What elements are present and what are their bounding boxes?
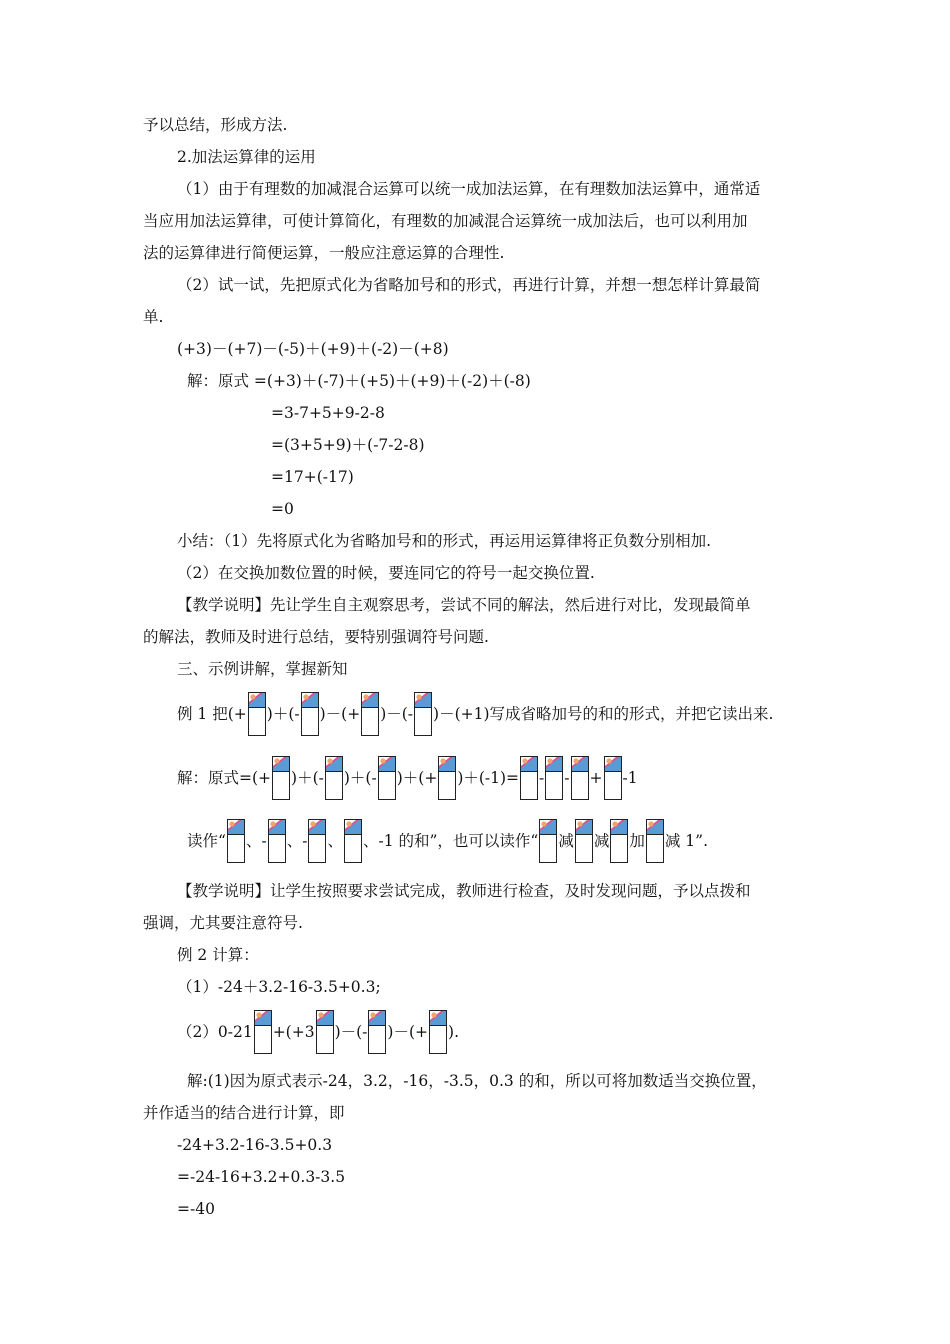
- math-solution-line: =3-7+5+9-2-8: [271, 404, 385, 422]
- fraction-image-placeholder: [272, 756, 290, 800]
- solution-text: )＋(-1)=: [457, 769, 520, 787]
- solution-text: -1: [622, 769, 638, 787]
- example-text: )－(+: [319, 705, 361, 723]
- reading-text: 减 1”.: [664, 832, 709, 850]
- example-2-heading: 例 2 计算：: [177, 946, 259, 964]
- text-line: 单.: [143, 308, 164, 326]
- solution-text: )＋(+: [396, 769, 438, 787]
- fraction-image-placeholder: [575, 819, 593, 863]
- example-text: )＋(-: [266, 705, 300, 723]
- fraction-image-placeholder: [571, 756, 589, 800]
- teaching-note: 【教学说明】让学生按照要求尝试完成，教师进行检查，及时发现问题，予以点拨和: [177, 882, 751, 900]
- math-solution-line: =0: [271, 500, 294, 518]
- text-line: 当应用加法运算律，可使计算简化，有理数的加减混合运算统一成加法后，也可以利用加: [143, 212, 748, 230]
- problem-text: （2）0-21: [177, 1023, 253, 1041]
- math-solution-line: =17+(-17): [271, 468, 354, 486]
- example-text: 例 1 把(+: [177, 705, 247, 723]
- reading-text: 、-: [286, 832, 308, 850]
- math-expression: (+3)－(+7)－(-5)＋(+9)＋(-2)－(+8): [177, 340, 449, 358]
- text-line: 法的运算律进行简便运算，一般应注意运算的合理性.: [143, 244, 505, 262]
- example-text: )－(-: [380, 705, 414, 723]
- text-line: 予以总结，形成方法.: [143, 116, 288, 134]
- example-1-line: [177, 690, 773, 736]
- summary-line: 小结：（1）先将原式化为省略加号和的形式，再运用运算律将正负数分别相加.: [177, 532, 712, 550]
- teaching-note: 强调，尤其要注意符号.: [143, 914, 303, 932]
- fraction-image-placeholder: [368, 1010, 386, 1054]
- fraction-image-placeholder: [539, 819, 557, 863]
- solution-text: )＋(-: [291, 769, 324, 787]
- fraction-image-placeholder: [604, 756, 622, 800]
- fraction-image-placeholder: [520, 756, 538, 800]
- fraction-image-placeholder: [227, 819, 245, 863]
- solution-line: 解:(1)因为原式表示-24，3.2，-16，-3.5，0.3 的和，所以可将加数适当交换位置，: [187, 1072, 767, 1090]
- problem-line: [177, 1008, 459, 1054]
- fraction-image-placeholder: [344, 819, 362, 863]
- fraction-image-placeholder: [248, 692, 266, 736]
- fraction-image-placeholder: [301, 692, 319, 736]
- solution-text: -: [539, 769, 545, 787]
- section-heading: 2.加法运算律的运用: [177, 148, 316, 166]
- problem-text: +(+3: [272, 1023, 315, 1041]
- problem-text: )－(-: [334, 1023, 368, 1041]
- reading-text: 、-1 的和”，也可以读作“: [362, 832, 539, 850]
- fraction-image-placeholder: [545, 756, 563, 800]
- fraction-image-placeholder: [254, 1010, 272, 1054]
- solution-text: +: [589, 769, 603, 787]
- fraction-image-placeholder: [316, 1010, 334, 1054]
- reading-text: 读作“: [187, 832, 226, 850]
- solution-text: -: [564, 769, 570, 787]
- solution-text: )＋(-: [343, 769, 377, 787]
- fraction-image-placeholder: [414, 692, 432, 736]
- reading-text: 、: [327, 832, 343, 850]
- text-line: （1）由于有理数的加减混合运算可以统一成加法运算，在有理数加法运算中，通常适: [177, 180, 761, 198]
- fraction-image-placeholder: [325, 756, 343, 800]
- teaching-note: 的解法，教师及时进行总结，要特别强调符号问题.: [143, 628, 489, 646]
- problem-text: ).: [448, 1023, 459, 1041]
- solution-text: 解：原式=(+: [177, 769, 272, 787]
- fraction-image-placeholder: [429, 1010, 447, 1054]
- fraction-image-placeholder: [438, 756, 456, 800]
- text-line: （2）试一试，先把原式化为省略加号和的形式，再进行计算，并想一想怎样计算最简: [177, 276, 761, 294]
- fraction-image-placeholder: [646, 819, 664, 863]
- math-solution-line: =-40: [177, 1200, 215, 1218]
- fraction-image-placeholder: [610, 819, 628, 863]
- problem-text: )－(+: [387, 1023, 429, 1041]
- reading-text: 减: [593, 832, 610, 850]
- math-solution-line: =(3+5+9)＋(-7-2-8): [271, 436, 425, 454]
- summary-line: （2）在交换加数位置的时候，要连同它的符号一起交换位置.: [177, 564, 595, 582]
- example-text: )－(+1)写成省略加号的和的形式，并把它读出来.: [433, 705, 774, 723]
- math-solution-line: 解：原式 =(+3)＋(-7)＋(+5)＋(+9)＋(-2)＋(-8): [187, 372, 531, 390]
- problem-line: （1）-24＋3.2-16-3.5+0.3;: [177, 978, 381, 996]
- reading-text: 、-: [245, 832, 267, 850]
- solution-line: 并作适当的结合进行计算，即: [143, 1104, 345, 1122]
- reading-line: [187, 817, 708, 863]
- fraction-image-placeholder: [361, 692, 379, 736]
- section-heading: 三、示例讲解，掌握新知: [177, 660, 348, 678]
- teaching-note: 【教学说明】先让学生自主观察思考，尝试不同的解法，然后进行对比，发现最简单: [177, 596, 751, 614]
- fraction-image-placeholder: [378, 756, 396, 800]
- fraction-image-placeholder: [308, 819, 326, 863]
- reading-text: 加: [629, 832, 645, 850]
- math-solution-line: -24+3.2-16-3.5+0.3: [177, 1136, 333, 1154]
- fraction-image-placeholder: [268, 819, 286, 863]
- reading-text: 减: [558, 832, 574, 850]
- math-solution-line: =-24-16+3.2+0.3-3.5: [177, 1168, 346, 1186]
- solution-1-line: [177, 754, 638, 800]
